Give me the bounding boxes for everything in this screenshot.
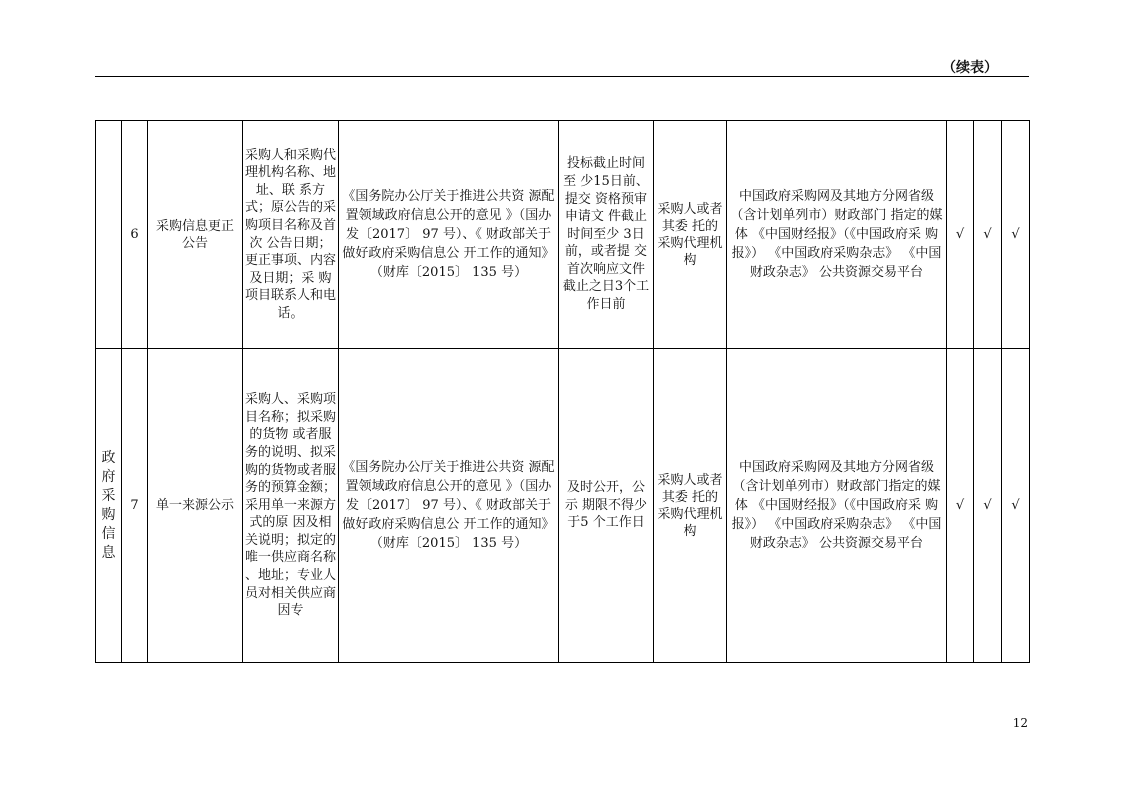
row-number: 6 [122,121,148,349]
disclosure-content: 采购人和采购代理机构名称、地址、联 系方式；原公告的采购项目名称及首次 公告日期；更正事项、内容及日期；采 购项目联系人和电话。 [243,121,339,349]
check-mark: √ [1002,121,1030,349]
table-row [96,349,1030,663]
time-limit: 及时公开，公示 期限不得少于5 个工作日 [559,349,654,663]
table-row [96,121,1030,349]
check-mark: √ [947,349,974,663]
disclosure-channel: 中国政府采购网及其地方分网省级（含计划单列市）财政部门指定的媒体 《中国财经报》（《中国政府采 购报》） 《中国政府采购杂志》 《中国财政杂志》 公共资源交易平台 [727,349,947,663]
section-label-text: 政府采购信息 [101,449,116,561]
disclosure-channel: 中国政府采购网及其地方分网省级（含计划单列市）财政部门 指定的媒体 《中国财经报》（《中国政府采 购报》） 《中国政府采购杂志》 《中国财政杂志》 公共资源交易平台 [727,121,947,349]
item-name: 采购信息更正公告 [148,121,243,349]
check-mark: √ [1002,349,1030,663]
disclosure-table [95,120,1030,663]
disclosure-content: 采购人、采购项目名称；拟采购的货物 或者服务的说明、拟采购的货物或者服 务的预算金额；采用单一来源方式的原 因及相关说明；拟定的唯一供应商名称 、地址；专业人员对相关供应商因专 [243,349,339,663]
header-rule [95,76,1029,77]
check-mark: √ [974,349,1002,663]
disclosure-subject: 采购人或者其委 托的采购代理机 构 [654,349,727,663]
disclosure-basis: 《国务院办公厅关于推进公共资 源配置领域政府信息公开的意见 》（国办发〔2017〕 97 号）、《 财政部关于做好政府采购信息公 开工作的通知》（财库〔2015〕 135 号） [339,349,559,663]
continued-label: （续表） [942,60,998,76]
section-label [96,349,122,663]
disclosure-subject: 采购人或者其委 托的采购代理机 构 [654,121,727,349]
row-number: 7 [122,349,148,663]
check-mark: √ [974,121,1002,349]
section-cell-upper [96,121,122,349]
disclosure-basis: 《国务院办公厅关于推进公共资 源配置领域政府信息公开的意见 》（国办发〔2017〕 97 号）、《 财政部关于做好政府采购信息公 开工作的通知》（财库〔2015〕 135 号） [339,121,559,349]
page-number: 12 [1012,716,1028,730]
time-limit: 投标截止时间至 少15日前、提交 资格预审申请文 件截止时间至少 3日前，或者提 交首次响应文件 截止之日3个工 作日前 [559,121,654,349]
item-name: 单一来源公示 [148,349,243,663]
check-mark: √ [947,121,974,349]
